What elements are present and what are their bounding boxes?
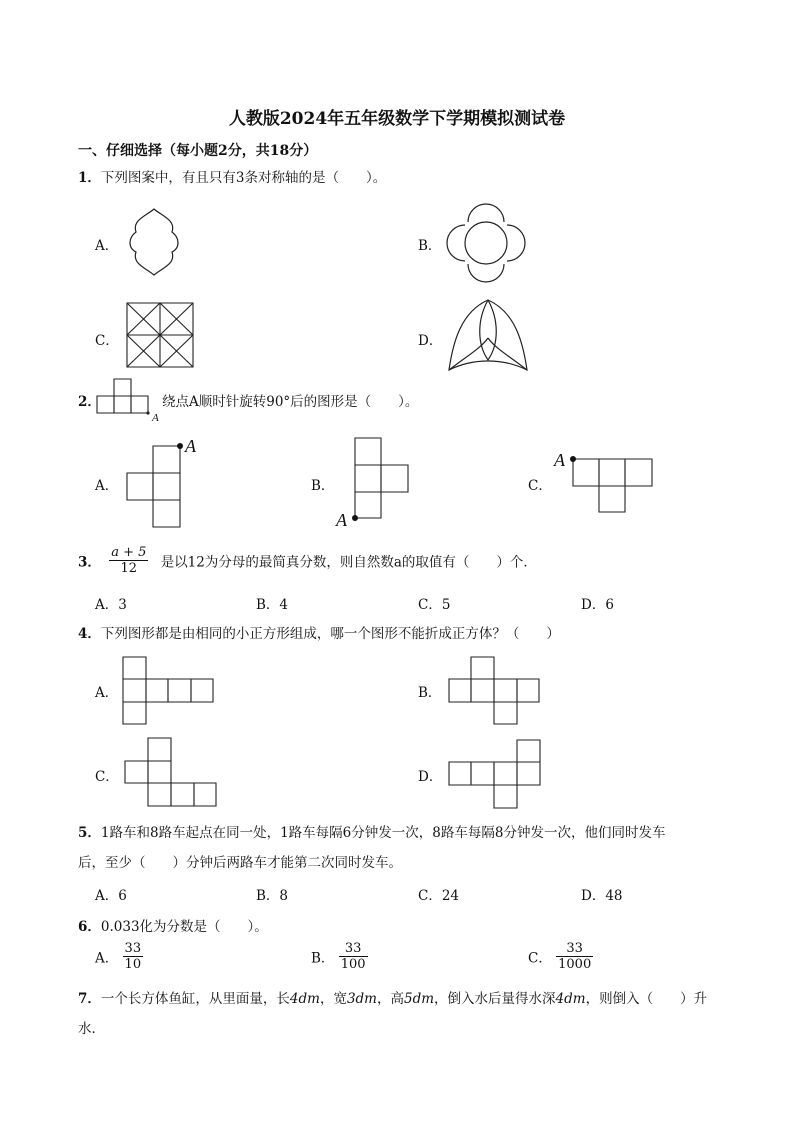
question-number: 6．: [78, 919, 101, 935]
question-4: [78, 622, 560, 642]
cube-net-d-figure: [448, 739, 544, 811]
page-title: 人教版2024年五年级数学下学期模拟测试卷: [228, 109, 566, 129]
length-value: 4dm: [289, 991, 320, 1007]
flower-shape-figure: [447, 204, 525, 282]
option-c: C．24: [418, 888, 460, 904]
option-label: B．: [311, 950, 335, 967]
question-7-line-2: 水．: [78, 1021, 105, 1037]
cube-net-a-figure: [122, 656, 216, 726]
question-text: 绕点A顺时针旋转90°后的图形是（ ）。: [162, 394, 419, 410]
option-label: C．: [528, 478, 552, 494]
question-number: 5．: [78, 825, 101, 841]
depth-value: 4dm: [555, 991, 586, 1007]
cube-net-c-figure: [124, 737, 220, 809]
fraction-numerator: 33: [339, 941, 368, 957]
fraction: [123, 941, 144, 972]
option-label: D．: [418, 769, 443, 785]
fraction: [109, 545, 148, 576]
option-label: A．: [95, 238, 119, 254]
point-a-label: A: [336, 510, 347, 530]
triquetra-figure: [447, 298, 529, 372]
rotated-shape-c-figure: [554, 450, 656, 516]
question-number: 3．: [78, 554, 101, 571]
fraction-denominator: 12: [120, 561, 138, 576]
point-a-label: A: [185, 436, 196, 456]
option-d: D．6: [581, 597, 614, 613]
question-1: [78, 166, 386, 186]
question-text: ，宽: [319, 991, 347, 1007]
option-b: [311, 941, 368, 972]
square-grid-figure: [126, 302, 194, 368]
option-label: C．: [95, 333, 119, 349]
question-number: 1．: [78, 170, 101, 186]
option-label: A．: [95, 685, 119, 701]
fraction-denominator: 10: [124, 957, 142, 972]
option-a: A．6: [95, 888, 127, 904]
option-a: A．3: [95, 597, 127, 613]
option-d: D．48: [581, 888, 623, 904]
width-value: 3dm: [346, 991, 377, 1007]
option-c: [528, 941, 593, 972]
question-text: ，倒入水后量得水深: [434, 991, 556, 1007]
question-text: ，高: [377, 991, 404, 1007]
option-label: B．: [418, 238, 442, 254]
question-text: 一个长方体鱼缸，从里面量，长: [100, 991, 290, 1007]
question-text: 下列图案中，有且只有3条对称轴的是（ ）。: [100, 170, 387, 186]
question-5-line-1: [78, 821, 665, 841]
cube-net-b-figure: [448, 656, 542, 726]
question-shape-figure: [96, 378, 164, 424]
question-text: 0.033化为分数是（ ）。: [100, 919, 268, 935]
section-heading: 一、仔细选择（每小题2分，共18分）: [78, 143, 318, 159]
option-label: D．: [418, 333, 443, 349]
question-6: [78, 915, 268, 935]
option-c: C．5: [418, 597, 451, 613]
option-label: A．: [95, 950, 119, 967]
question-text: 1路车和8路车起点在同一处，1路车每隔6分钟发一次，8路车每隔8分钟发一次，他们同时发车: [100, 825, 666, 841]
rotated-shape-a-figure: [126, 436, 204, 530]
option-label: A．: [95, 478, 119, 494]
rotated-shape-b-figure: [336, 436, 412, 530]
question-text: 下列图形都是由相同的小正方形组成，哪一个图形不能折成正方体？（ ）: [100, 626, 560, 642]
fraction-denominator: 100: [340, 957, 366, 972]
option-label: C．: [95, 769, 119, 785]
fraction: [556, 941, 593, 972]
option-b: B．4: [256, 597, 289, 613]
height-value: 5dm: [404, 991, 435, 1007]
fraction: [339, 941, 368, 972]
question-text: 是以12为分母的最简真分数，则自然数a的取值有（ ）个．: [160, 554, 537, 571]
fraction-numerator: 33: [556, 941, 593, 957]
question-3: [78, 545, 537, 576]
question-number: 7．: [78, 991, 101, 1007]
question-number: 4．: [78, 626, 101, 642]
point-a-label: A: [554, 450, 565, 470]
point-a-label: A: [152, 412, 159, 424]
option-label: C．: [528, 950, 552, 967]
fraction-denominator: 1000: [558, 957, 592, 972]
question-7-line-1: [78, 987, 707, 1007]
curved-shape-figure: [124, 208, 184, 276]
question-number: 2．: [78, 394, 101, 410]
option-a: [95, 941, 143, 972]
fraction-numerator: a + 5: [111, 545, 147, 560]
option-label: B．: [311, 478, 335, 494]
question-text: ，则倒入（ ）升: [585, 991, 708, 1007]
option-b: B．8: [256, 888, 289, 904]
fraction-numerator: 33: [124, 941, 142, 956]
option-label: B．: [418, 685, 442, 701]
question-5-line-2: 后，至少（ ）分钟后两路车才能第二次同时发车。: [78, 855, 402, 871]
